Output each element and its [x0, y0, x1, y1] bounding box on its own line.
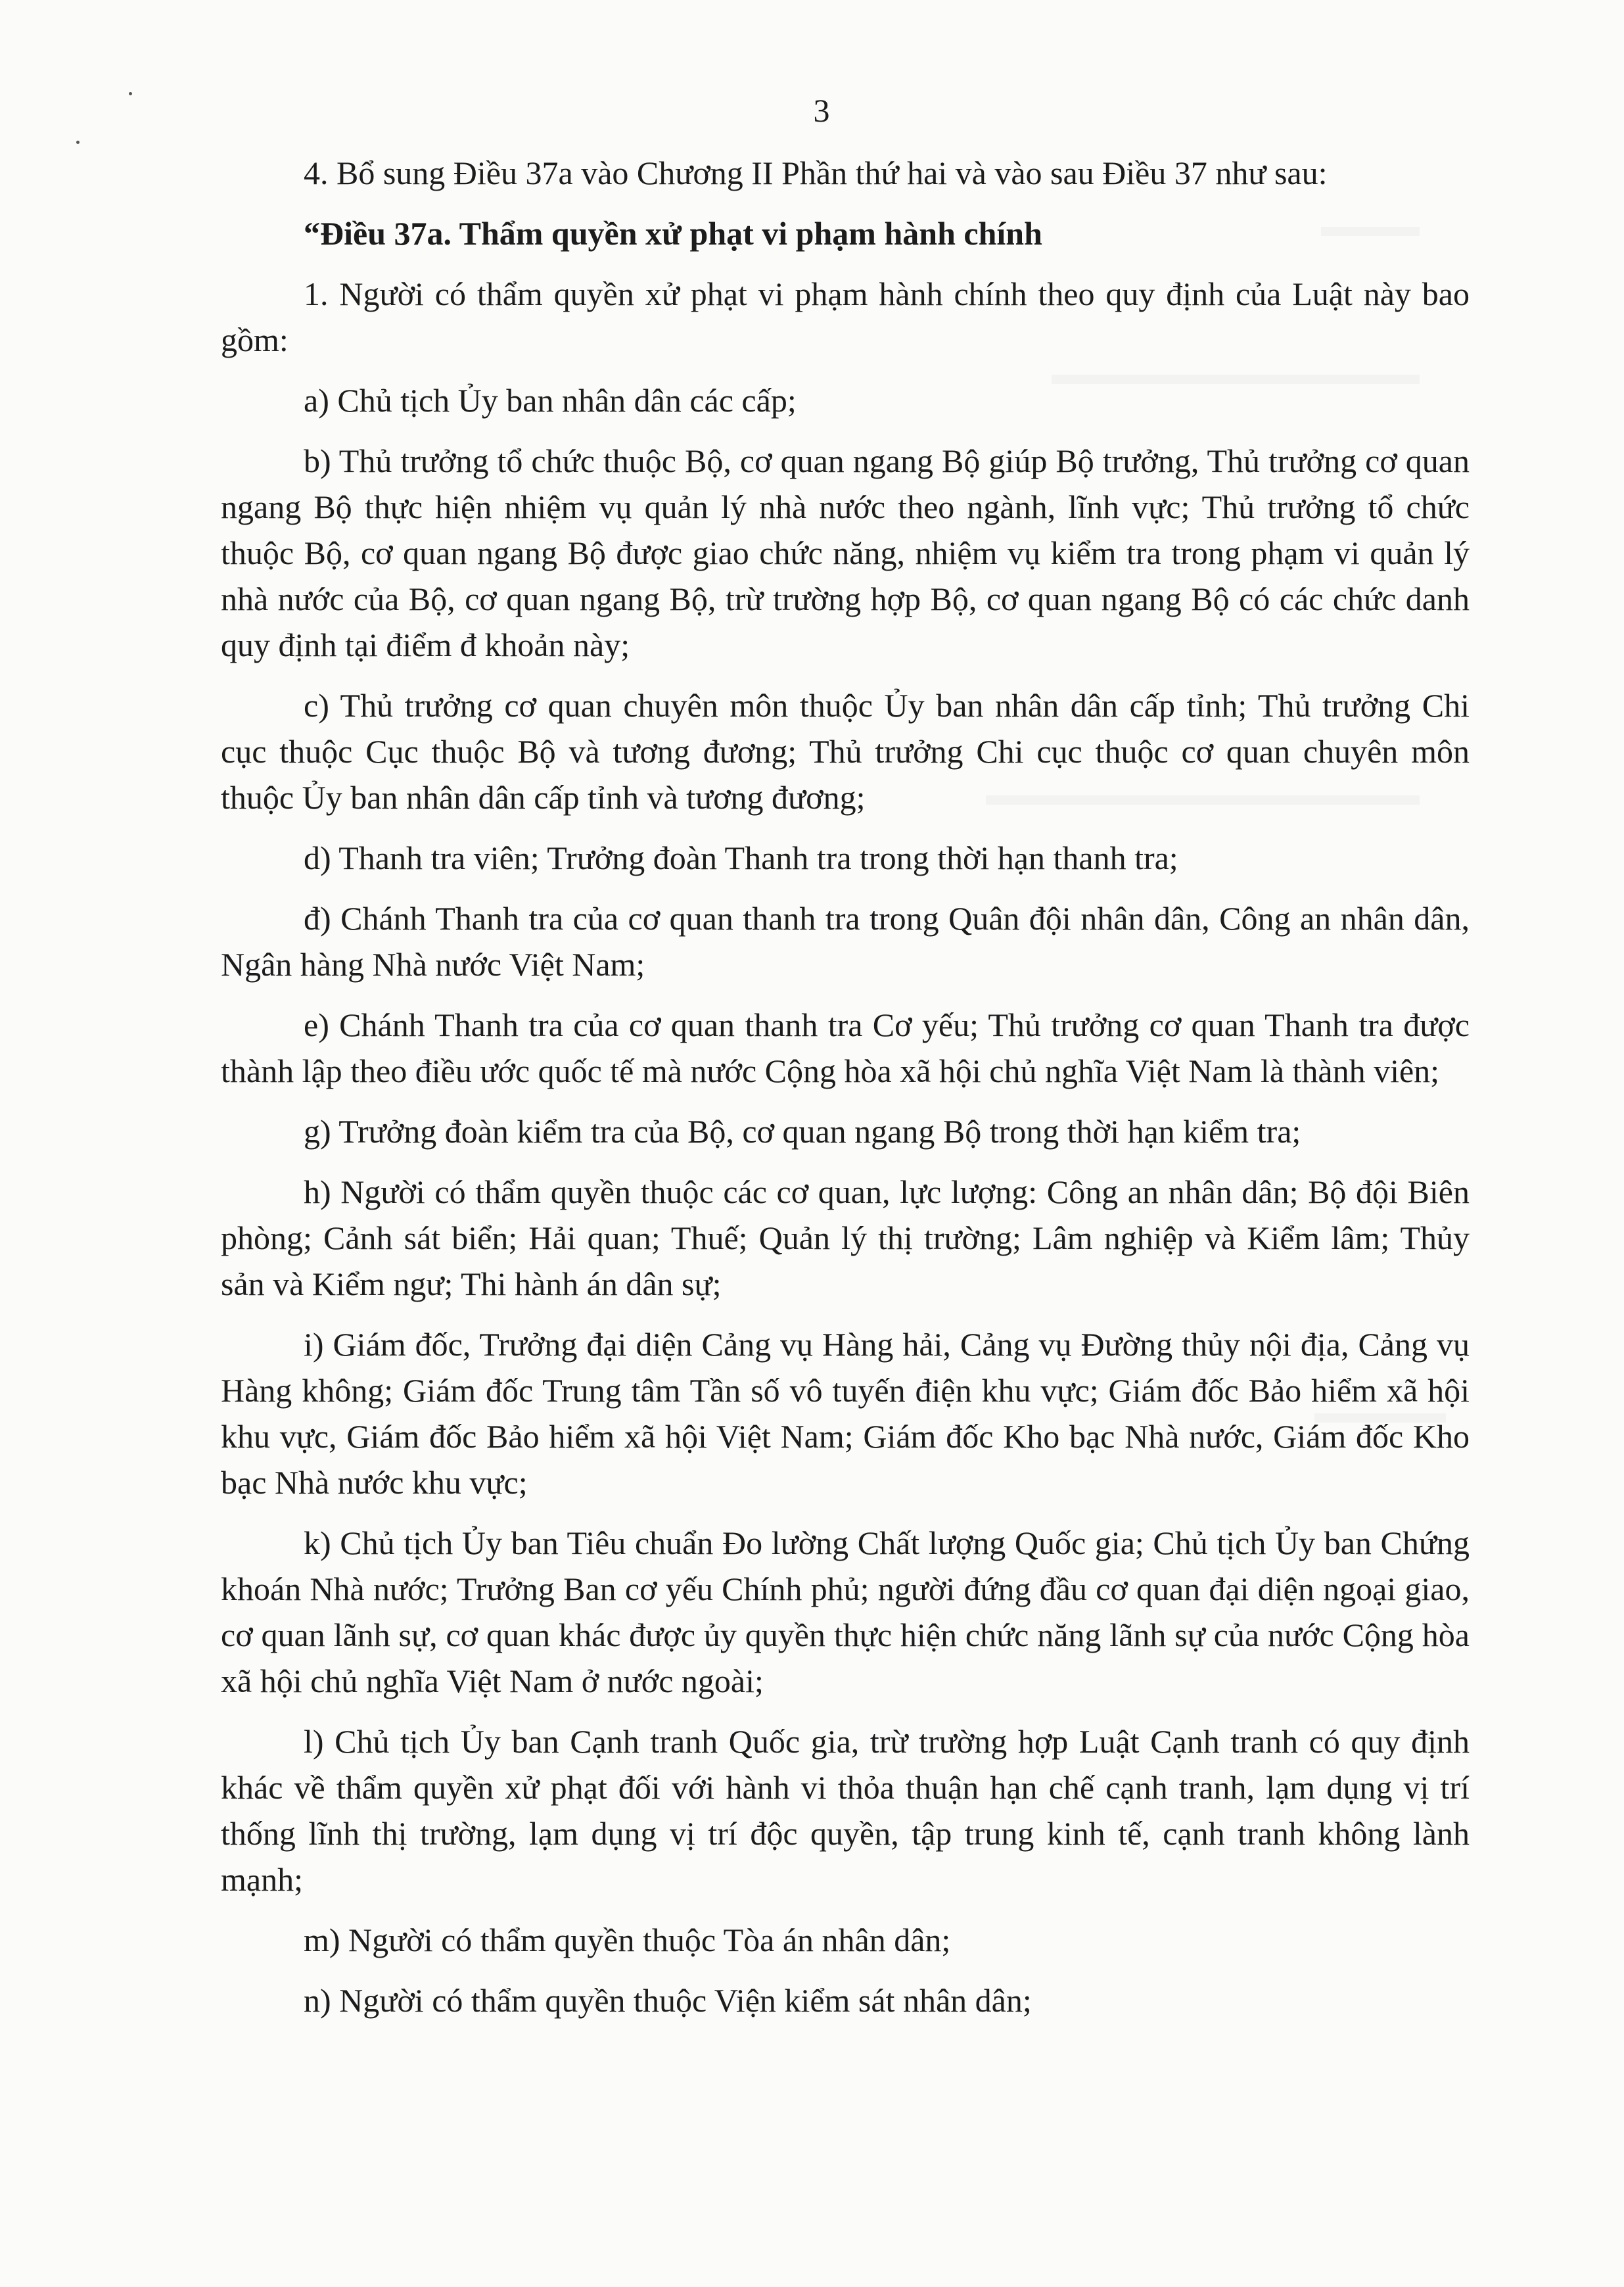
item-k: k) Chủ tịch Ủy ban Tiêu chuẩn Đo lường Chất lượng Quốc gia; Chủ tịch Ủy ban Chứng khoán Nhà nước; Trưởng Ban cơ yếu Chính phủ; người đứng đầu cơ quan đại diện ngoại giao, cơ quan lãnh sự, cơ quan khác được ủy quyền thực hiện chức năng lãnh sự của nước Cộng hòa xã hội chủ nghĩa Việt Nam ở nước ngoài;: [221, 1524, 1470, 1699]
article-heading: “Điều 37a. Thẩm quyền xử phạt vi phạm hành chính: [304, 215, 1042, 252]
item-a: a) Chủ tịch Ủy ban nhân dân các cấp;: [304, 382, 797, 419]
item-d: d) Thanh tra viên; Trưởng đoàn Thanh tra trong thời hạn thanh tra;: [304, 839, 1178, 876]
item-m: m) Người có thẩm quyền thuộc Tòa án nhân dân;: [304, 1922, 951, 1958]
scan-speck: [76, 141, 80, 144]
item-i: i) Giám đốc, Trưởng đại diện Cảng vụ Hàng hải, Cảng vụ Đường thủy nội địa, Cảng vụ Hàng không; Giám đốc Trung tâm Tần số vô tuyến điện khu vực; Giám đốc Bảo hiểm xã hội khu vực, Giám đốc Bảo hiểm xã hội Việt Nam; Giám đốc Kho bạc Nhà nước, Giám đốc Kho bạc Nhà nước khu vực;: [221, 1326, 1470, 1501]
page-number: 3: [813, 92, 830, 129]
document-body: [221, 150, 1470, 2023]
item-c: c) Thủ trưởng cơ quan chuyên môn thuộc Ủy ban nhân dân cấp tỉnh; Thủ trưởng Chi cục thuộc Cục thuộc Bộ và tương đương; Thủ trưởng Chi cục thuộc cơ quan chuyên môn thuộc Ủy ban nhân dân cấp tỉnh và tương đương;: [221, 687, 1470, 816]
item-e: e) Chánh Thanh tra của cơ quan thanh tra Cơ yếu; Thủ trưởng cơ quan Thanh tra được thành lập theo điều ước quốc tế mà nước Cộng hòa xã hội chủ nghĩa Việt Nam là thành viên;: [221, 1006, 1470, 1089]
item-b: b) Thủ trưởng tổ chức thuộc Bộ, cơ quan ngang Bộ giúp Bộ trưởng, Thủ trưởng cơ quan ngang Bộ thực hiện nhiệm vụ quản lý nhà nước theo ngành, lĩnh vực; Thủ trưởng tổ chức thuộc Bộ, cơ quan ngang Bộ được giao chức năng, nhiệm vụ kiểm tra trong phạm vi quản lý nhà nước của Bộ, cơ quan ngang Bộ, trừ trường hợp Bộ, cơ quan ngang Bộ có các chức danh quy định tại điểm đ khoản này;: [221, 442, 1470, 663]
item-l: l) Chủ tịch Ủy ban Cạnh tranh Quốc gia, trừ trường hợp Luật Cạnh tranh có quy định khác về thẩm quyền xử phạt đối với hành vi thỏa thuận hạn chế cạnh tranh, lạm dụng vị trí thống lĩnh thị trường, lạm dụng vị trí độc quyền, tập trung kinh tế, cạnh tranh không lành mạnh;: [221, 1723, 1470, 1898]
item-g: g) Trưởng đoàn kiểm tra của Bộ, cơ quan ngang Bộ trong thời hạn kiểm tra;: [304, 1113, 1301, 1150]
item-h: h) Người có thẩm quyền thuộc các cơ quan, lực lượng: Công an nhân dân; Bộ đội Biên phòng; Cảnh sát biển; Hải quan; Thuế; Quản lý thị trường; Lâm nghiệp và Kiểm lâm; Thủy sản và Kiểm ngư; Thi hành án dân sự;: [221, 1173, 1470, 1302]
item-dd: đ) Chánh Thanh tra của cơ quan thanh tra trong Quân đội nhân dân, Công an nhân dân, Ngân hàng Nhà nước Việt Nam;: [221, 900, 1470, 983]
item-n: n) Người có thẩm quyền thuộc Viện kiểm sát nhân dân;: [304, 1982, 1032, 2019]
clause-1: 1. Người có thẩm quyền xử phạt vi phạm hành chính theo quy định của Luật này bao gồm:: [221, 275, 1470, 358]
scan-speck: [129, 92, 132, 95]
amendment-intro: 4. Bổ sung Điều 37a vào Chương II Phần thứ hai và vào sau Điều 37 như sau:: [304, 154, 1328, 191]
